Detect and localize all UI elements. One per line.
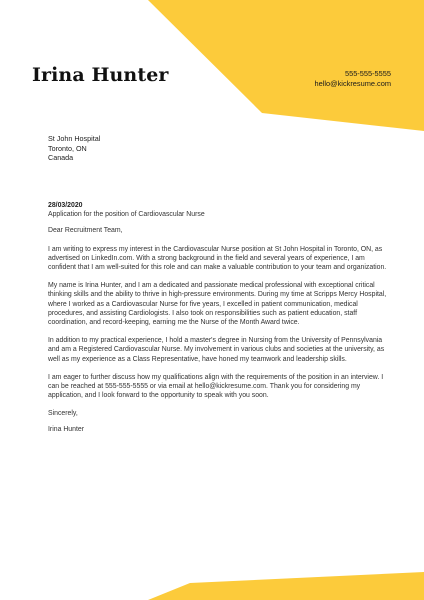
contact-block bbox=[314, 69, 391, 89]
letter-subject: Application for the position of Cardiovascular Nurse bbox=[48, 211, 205, 219]
letter-paragraph: In addition to my practical experience, I hold a master's degree in Nursing from the University of Pennsylvania and am a Registered Cardiovascular Nurse. My involvement in various clubs and societies at the university, as well as my experience as a Class Representative, have honed my teamwork and leadership skills. bbox=[48, 337, 385, 363]
contact-email: hello@kickresume.com bbox=[314, 79, 391, 88]
recipient-line-2: Toronto, ON bbox=[48, 143, 87, 153]
recipient-address bbox=[48, 134, 100, 163]
letter-closing: Sincerely, bbox=[48, 410, 78, 418]
letter-paragraph: I am eager to further discuss how my qualifications align with the requirements of the position in an interview. I can be reached at 555-555-5555 or via email at hello@kickresume.com. Thank you for considering my application, and I look forward to the opportunity to speak with you soon. bbox=[48, 373, 384, 400]
recipient-line-1: St John Hospital bbox=[48, 134, 101, 143]
letter-greeting: Dear Recruitment Team, bbox=[48, 227, 123, 235]
letter-body bbox=[48, 201, 388, 434]
letter-paragraph: I am writing to express my interest in the Cardiovascular Nurse position at St John Hospital in Toronto, ON, as advertised on LinkedIn.com. With a strong background in the field and several years of experience, I am confident that I am well-suited for this role and can make a valuable contribution to your team and organization. bbox=[48, 245, 387, 272]
applicant-name: Irina Hunter bbox=[32, 64, 169, 86]
letter-signature: Irina Hunter bbox=[48, 425, 85, 433]
bottom-yellow-shape bbox=[148, 572, 424, 600]
top-yellow-shape bbox=[148, 0, 424, 131]
letter-date: 28/03/2020 bbox=[48, 202, 83, 209]
recipient-line-3: Canada bbox=[48, 153, 74, 163]
contact-phone: 555-555-5555 bbox=[344, 69, 391, 78]
letter-paragraph: My name is Irina Hunter, and I am a dedicated and passionate medical professional with exceptional critical thinking skills and the ability to thrive in high-pressure environments. During my time at Scripps Mercy Hospital, where I worked as a Cardiovascular Nurse for five years, I excelled in patient communication, medical procedures, and assisting Cardiologists. I also took on responsibilities such as patient education, staff coordination, and record-keeping, earning me the Nurse of the Month Award twice. bbox=[48, 282, 387, 327]
